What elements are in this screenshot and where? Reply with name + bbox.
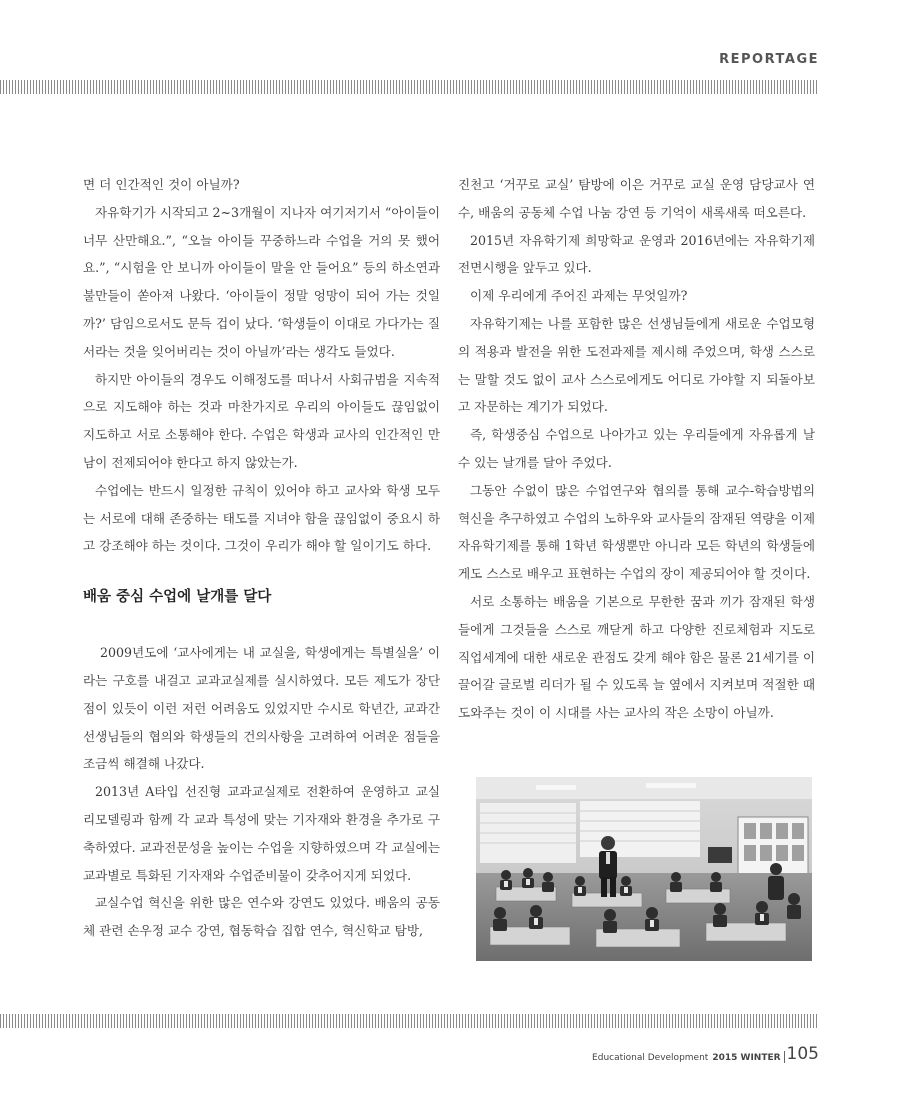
page-number: 105 bbox=[786, 1044, 819, 1064]
footer-divider bbox=[0, 1014, 818, 1028]
publication-name: Educational Development bbox=[592, 1053, 709, 1063]
issue-label: 2015 WINTER bbox=[712, 1053, 781, 1063]
body-paragraph: 하지만 아이들의 경우도 이해정도를 떠나서 사회규범을 지속적으로 지도해야 하는 것과 마찬가지로 우리의 아이들도 끊임없이 지도하고 서로 소통해야 한다. 수업은 학생과 교사의 인간적인 만남이 전제되어야 한다고 하지 않았는가. bbox=[83, 371, 440, 470]
body-paragraph: 교실수업 혁신을 위한 많은 연수와 강연도 있었다. 배움의 공동체 관련 손우정 교수 강연, 협동학습 집합 연수, 혁신학교 탐방, bbox=[83, 895, 440, 939]
body-paragraph: 진천고 ‘거꾸로 교실’ 탐방에 이은 거꾸로 교실 운영 담당교사 연수, 배움의 공동체 수업 나눔 강연 등 기억이 새록새록 떠오른다. bbox=[458, 177, 815, 220]
body-paragraph: 2013년 A타입 선진형 교과교실제로 전환하여 운영하고 교실 리모델링과 함께 각 교과 특성에 맞는 기자재와 환경을 추가로 구축하였다. 교과전문성을 높이는 수업을 지향하였으며 각 교실에는 교과별로 특화된 기자재와 수업준비물이 갖추어지게 되었다. bbox=[83, 784, 440, 883]
left-column bbox=[83, 171, 440, 945]
section-label: REPORTAGE bbox=[719, 52, 819, 67]
section-heading: 배움 중심 수업에 날개를 달다 bbox=[83, 589, 272, 606]
body-paragraph: 자유학기가 시작되고 2~3개월이 지나자 여기저기서 “아이들이 너무 산만해요.”, “오늘 아이들 꾸중하느라 수업을 거의 못 했어요.”, “시험을 안 보니까 아이들이 말을 안 들어요” 등의 하소연과 불만들이 쏟아져 나왔다. ‘아이들이 정말 엉망이 되어 가는 것일까?’ 담임으로서도 문득 겁이 났다. ‘학생들이 이대로 가다가는 질서라는 것을 잊어버리는 것이 아닐까’라는 생각도 들었다. bbox=[83, 204, 441, 359]
classroom-photo bbox=[476, 777, 812, 961]
body-paragraph: 2009년도에 ‘교사에게는 내 교실을, 학생에게는 특별실을’ 이라는 구호를 내걸고 교과교실제를 실시하였다. 모든 제도가 장단점이 있듯이 이런 저런 어려움도 있었지만 수시로 학년간, 교과간 선생님들의 협의와 학생들의 건의사항을 고려하여 어려운 점들을 조금씩 해결해 나갔다. bbox=[83, 645, 440, 772]
page-footer bbox=[592, 1046, 819, 1063]
footer-separator bbox=[784, 1051, 785, 1063]
body-paragraph: 수업에는 반드시 일정한 규칙이 있어야 하고 교사와 학생 모두는 서로에 대해 존중하는 태도를 지녀야 함을 끊임없이 중요시 하고 강조해야 하는 것이다. 그것이 우리가 해야 할 일이기도 하다. bbox=[83, 482, 440, 554]
header-divider bbox=[0, 80, 818, 94]
body-paragraph: 자유학기제는 나를 포함한 많은 선생님들에게 새로운 수업모형의 적용과 발전을 위한 도전과제를 제시해 주었으며, 학생 스스로는 말할 것도 없이 교사 스스로에게도 어디로 가야할 지 되돌아보고 자문하는 계기가 되었다. bbox=[458, 315, 815, 415]
body-paragraph: 서로 소통하는 배움을 기본으로 무한한 꿈과 끼가 잠재된 학생들에게 그것들을 스스로 깨닫게 하고 다양한 진로체험과 지도로 직업세계에 대한 새로운 관점도 갖게 해야 함은 물론 21세기를 이끌어갈 글로벌 리더가 될 수 있도록 늘 옆에서 지켜보며 적절한 때 도와주는 것이 이 시대를 사는 교사의 작은 소망이 아닐까. bbox=[458, 593, 815, 721]
body-paragraph: 면 더 인간적인 것이 아닐까? bbox=[83, 177, 240, 192]
body-paragraph: 그동안 수없이 많은 수업연구와 협의를 통해 교수-학습방법의 혁신을 추구하였고 수업의 노하우와 교사들의 잠재된 역량을 이제 자유학기제를 통해 1학년 학생뿐만 아니라 모든 학년의 학생들에게도 스스로 배우고 표현하는 수업의 장이 제공되어야 할 것이다. bbox=[458, 482, 815, 582]
right-column bbox=[458, 171, 815, 727]
body-paragraph: 이제 우리에게 주어진 과제는 무엇일까? bbox=[470, 288, 688, 304]
body-paragraph: 즉, 학생중심 수업으로 나아가고 있는 우리들에게 자유롭게 날 수 있는 날개를 달아 주었다. bbox=[458, 427, 815, 470]
body-paragraph: 2015년 자유학기제 희망학교 운영과 2016년에는 자유학기제 전면시행을 앞두고 있다. bbox=[458, 232, 815, 276]
